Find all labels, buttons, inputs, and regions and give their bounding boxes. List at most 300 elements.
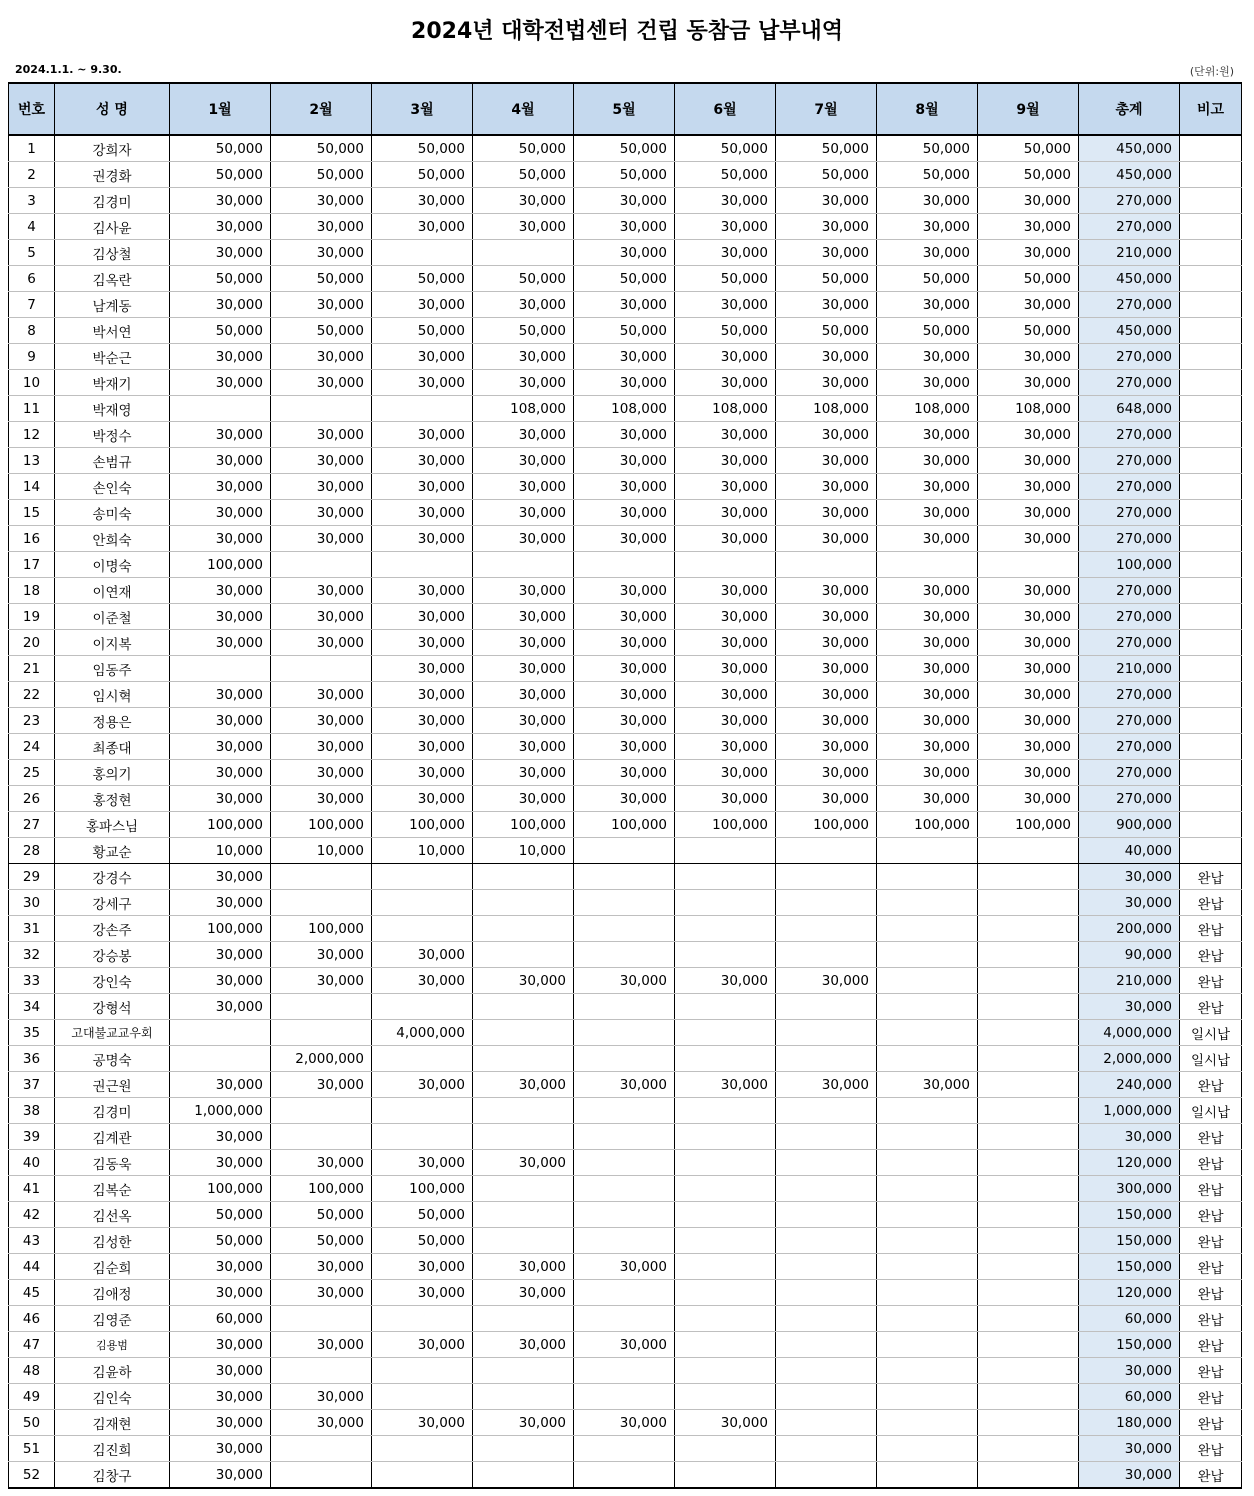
apr-amount: 50,000 bbox=[473, 135, 574, 162]
jul-amount bbox=[776, 1202, 877, 1228]
jun-amount: 30,000 bbox=[675, 188, 776, 214]
donor-name: 김윤하 bbox=[55, 1358, 170, 1384]
table-row bbox=[9, 1306, 1242, 1332]
apr-amount: 30,000 bbox=[473, 474, 574, 500]
jul-amount: 30,000 bbox=[776, 188, 877, 214]
jul-amount: 30,000 bbox=[776, 240, 877, 266]
jan-amount bbox=[170, 396, 271, 422]
total-amount: 270,000 bbox=[1079, 786, 1180, 812]
donor-name: 김성한 bbox=[55, 1228, 170, 1254]
sep-amount: 30,000 bbox=[978, 656, 1079, 682]
table-row bbox=[9, 135, 1242, 162]
may-amount: 30,000 bbox=[574, 578, 675, 604]
total-amount: 240,000 bbox=[1079, 1072, 1180, 1098]
feb-amount bbox=[271, 1462, 372, 1489]
apr-amount: 30,000 bbox=[473, 292, 574, 318]
aug-amount: 30,000 bbox=[877, 526, 978, 552]
jan-amount: 30,000 bbox=[170, 1436, 271, 1462]
feb-amount: 30,000 bbox=[271, 188, 372, 214]
total-amount: 450,000 bbox=[1079, 162, 1180, 188]
donor-name: 강희자 bbox=[55, 135, 170, 162]
table-row bbox=[9, 604, 1242, 630]
donor-name: 김경미 bbox=[55, 1098, 170, 1124]
note bbox=[1180, 630, 1242, 656]
mar-amount: 30,000 bbox=[372, 1280, 473, 1306]
jan-amount: 30,000 bbox=[170, 1072, 271, 1098]
jul-amount: 30,000 bbox=[776, 630, 877, 656]
table-row bbox=[9, 1020, 1242, 1046]
apr-amount bbox=[473, 864, 574, 890]
note bbox=[1180, 552, 1242, 578]
feb-amount bbox=[271, 396, 372, 422]
jul-amount bbox=[776, 1462, 877, 1489]
header-cell: 9월 bbox=[978, 83, 1079, 135]
note: 완납 bbox=[1180, 1228, 1242, 1254]
donor-name: 고대불교교우회 bbox=[55, 1020, 170, 1046]
jun-amount: 30,000 bbox=[675, 604, 776, 630]
sep-amount: 30,000 bbox=[978, 786, 1079, 812]
sep-amount: 30,000 bbox=[978, 734, 1079, 760]
aug-amount bbox=[877, 1384, 978, 1410]
sep-amount bbox=[978, 890, 1079, 916]
may-amount: 30,000 bbox=[574, 760, 675, 786]
total-amount: 100,000 bbox=[1079, 552, 1180, 578]
apr-amount bbox=[473, 1046, 574, 1072]
apr-amount: 30,000 bbox=[473, 578, 574, 604]
table-row bbox=[9, 942, 1242, 968]
mar-amount: 30,000 bbox=[372, 1150, 473, 1176]
row-number: 18 bbox=[9, 578, 55, 604]
total-amount: 900,000 bbox=[1079, 812, 1180, 838]
row-number: 20 bbox=[9, 630, 55, 656]
note bbox=[1180, 526, 1242, 552]
apr-amount bbox=[473, 890, 574, 916]
row-number: 49 bbox=[9, 1384, 55, 1410]
jul-amount: 50,000 bbox=[776, 135, 877, 162]
total-amount: 40,000 bbox=[1079, 838, 1180, 864]
jan-amount: 30,000 bbox=[170, 864, 271, 890]
jun-amount: 30,000 bbox=[675, 786, 776, 812]
apr-amount: 30,000 bbox=[473, 1150, 574, 1176]
jul-amount bbox=[776, 1046, 877, 1072]
jun-amount: 30,000 bbox=[675, 734, 776, 760]
row-number: 37 bbox=[9, 1072, 55, 1098]
table-row bbox=[9, 734, 1242, 760]
donor-name: 김애정 bbox=[55, 1280, 170, 1306]
jul-amount bbox=[776, 1436, 877, 1462]
aug-amount bbox=[877, 1020, 978, 1046]
jul-amount: 30,000 bbox=[776, 578, 877, 604]
jan-amount: 30,000 bbox=[170, 1410, 271, 1436]
may-amount: 30,000 bbox=[574, 422, 675, 448]
jan-amount: 10,000 bbox=[170, 838, 271, 864]
row-number: 40 bbox=[9, 1150, 55, 1176]
sep-amount bbox=[978, 942, 1079, 968]
table-body bbox=[9, 135, 1242, 1488]
total-amount: 648,000 bbox=[1079, 396, 1180, 422]
jan-amount: 30,000 bbox=[170, 500, 271, 526]
note: 완납 bbox=[1180, 1462, 1242, 1489]
donor-name: 강승봉 bbox=[55, 942, 170, 968]
row-number: 5 bbox=[9, 240, 55, 266]
may-amount: 30,000 bbox=[574, 526, 675, 552]
note bbox=[1180, 162, 1242, 188]
row-number: 24 bbox=[9, 734, 55, 760]
feb-amount: 30,000 bbox=[271, 682, 372, 708]
mar-amount: 30,000 bbox=[372, 500, 473, 526]
apr-amount: 30,000 bbox=[473, 786, 574, 812]
row-number: 38 bbox=[9, 1098, 55, 1124]
total-amount: 30,000 bbox=[1079, 1436, 1180, 1462]
donor-name: 김영준 bbox=[55, 1306, 170, 1332]
may-amount: 30,000 bbox=[574, 214, 675, 240]
jul-amount bbox=[776, 1124, 877, 1150]
apr-amount: 108,000 bbox=[473, 396, 574, 422]
donation-table bbox=[8, 82, 1242, 1489]
jan-amount: 50,000 bbox=[170, 1228, 271, 1254]
apr-amount: 30,000 bbox=[473, 1410, 574, 1436]
total-amount: 90,000 bbox=[1079, 942, 1180, 968]
mar-amount bbox=[372, 864, 473, 890]
row-number: 44 bbox=[9, 1254, 55, 1280]
feb-amount: 100,000 bbox=[271, 1176, 372, 1202]
aug-amount bbox=[877, 1254, 978, 1280]
total-amount: 150,000 bbox=[1079, 1228, 1180, 1254]
total-amount: 270,000 bbox=[1079, 344, 1180, 370]
sep-amount: 30,000 bbox=[978, 240, 1079, 266]
note bbox=[1180, 370, 1242, 396]
table-row bbox=[9, 1072, 1242, 1098]
note bbox=[1180, 344, 1242, 370]
header-cell: 1월 bbox=[170, 83, 271, 135]
note: 완납 bbox=[1180, 1202, 1242, 1228]
jun-amount: 50,000 bbox=[675, 318, 776, 344]
may-amount bbox=[574, 1150, 675, 1176]
may-amount bbox=[574, 1098, 675, 1124]
feb-amount: 30,000 bbox=[271, 1150, 372, 1176]
aug-amount: 30,000 bbox=[877, 214, 978, 240]
header-cell: 7월 bbox=[776, 83, 877, 135]
sep-amount bbox=[978, 1410, 1079, 1436]
total-amount: 270,000 bbox=[1079, 214, 1180, 240]
header-cell: 3월 bbox=[372, 83, 473, 135]
table-row bbox=[9, 448, 1242, 474]
feb-amount: 30,000 bbox=[271, 344, 372, 370]
row-number: 15 bbox=[9, 500, 55, 526]
table-row bbox=[9, 1254, 1242, 1280]
sep-amount bbox=[978, 552, 1079, 578]
feb-amount bbox=[271, 1098, 372, 1124]
jan-amount: 50,000 bbox=[170, 1202, 271, 1228]
may-amount bbox=[574, 1202, 675, 1228]
sep-amount bbox=[978, 916, 1079, 942]
total-amount: 270,000 bbox=[1079, 578, 1180, 604]
jan-amount bbox=[170, 1020, 271, 1046]
total-amount: 60,000 bbox=[1079, 1384, 1180, 1410]
feb-amount: 30,000 bbox=[271, 734, 372, 760]
feb-amount: 30,000 bbox=[271, 1384, 372, 1410]
may-amount bbox=[574, 994, 675, 1020]
may-amount bbox=[574, 1046, 675, 1072]
total-amount: 270,000 bbox=[1079, 292, 1180, 318]
table-row bbox=[9, 1410, 1242, 1436]
jun-amount bbox=[675, 890, 776, 916]
jun-amount bbox=[675, 838, 776, 864]
feb-amount: 30,000 bbox=[271, 604, 372, 630]
total-amount: 4,000,000 bbox=[1079, 1020, 1180, 1046]
row-number: 11 bbox=[9, 396, 55, 422]
note bbox=[1180, 682, 1242, 708]
jun-amount: 50,000 bbox=[675, 162, 776, 188]
jul-amount: 30,000 bbox=[776, 708, 877, 734]
jun-amount bbox=[675, 1436, 776, 1462]
total-amount: 30,000 bbox=[1079, 890, 1180, 916]
aug-amount: 30,000 bbox=[877, 760, 978, 786]
mar-amount bbox=[372, 552, 473, 578]
sep-amount: 30,000 bbox=[978, 630, 1079, 656]
jan-amount: 30,000 bbox=[170, 1254, 271, 1280]
jan-amount: 30,000 bbox=[170, 578, 271, 604]
donor-name: 홍파스님 bbox=[55, 812, 170, 838]
donor-name: 김창구 bbox=[55, 1462, 170, 1489]
aug-amount bbox=[877, 552, 978, 578]
sep-amount bbox=[978, 968, 1079, 994]
jun-amount: 50,000 bbox=[675, 266, 776, 292]
jul-amount: 30,000 bbox=[776, 656, 877, 682]
sep-amount bbox=[978, 1228, 1079, 1254]
mar-amount: 30,000 bbox=[372, 682, 473, 708]
may-amount: 30,000 bbox=[574, 344, 675, 370]
jun-amount bbox=[675, 1202, 776, 1228]
row-number: 19 bbox=[9, 604, 55, 630]
feb-amount: 30,000 bbox=[271, 292, 372, 318]
feb-amount: 30,000 bbox=[271, 760, 372, 786]
jul-amount: 30,000 bbox=[776, 526, 877, 552]
mar-amount: 30,000 bbox=[372, 786, 473, 812]
aug-amount bbox=[877, 1098, 978, 1124]
header-cell: 비고 bbox=[1180, 83, 1242, 135]
donor-name: 권경화 bbox=[55, 162, 170, 188]
may-amount: 50,000 bbox=[574, 162, 675, 188]
jul-amount bbox=[776, 942, 877, 968]
jul-amount: 30,000 bbox=[776, 968, 877, 994]
row-number: 23 bbox=[9, 708, 55, 734]
total-amount: 270,000 bbox=[1079, 188, 1180, 214]
may-amount bbox=[574, 1020, 675, 1046]
aug-amount bbox=[877, 1046, 978, 1072]
table-row bbox=[9, 968, 1242, 994]
feb-amount: 30,000 bbox=[271, 630, 372, 656]
mar-amount: 30,000 bbox=[372, 1254, 473, 1280]
note bbox=[1180, 135, 1242, 162]
feb-amount: 50,000 bbox=[271, 318, 372, 344]
donor-name: 강경수 bbox=[55, 864, 170, 890]
total-amount: 2,000,000 bbox=[1079, 1046, 1180, 1072]
table-row bbox=[9, 708, 1242, 734]
mar-amount: 30,000 bbox=[372, 630, 473, 656]
apr-amount bbox=[473, 916, 574, 942]
jul-amount: 30,000 bbox=[776, 214, 877, 240]
row-number: 12 bbox=[9, 422, 55, 448]
jan-amount: 30,000 bbox=[170, 734, 271, 760]
may-amount bbox=[574, 1384, 675, 1410]
apr-amount bbox=[473, 1202, 574, 1228]
mar-amount: 30,000 bbox=[372, 734, 473, 760]
note bbox=[1180, 266, 1242, 292]
jun-amount: 30,000 bbox=[675, 760, 776, 786]
apr-amount: 30,000 bbox=[473, 188, 574, 214]
sep-amount: 30,000 bbox=[978, 760, 1079, 786]
mar-amount: 100,000 bbox=[372, 812, 473, 838]
mar-amount bbox=[372, 994, 473, 1020]
table-row bbox=[9, 1280, 1242, 1306]
note bbox=[1180, 448, 1242, 474]
mar-amount: 30,000 bbox=[372, 604, 473, 630]
total-amount: 120,000 bbox=[1079, 1150, 1180, 1176]
jul-amount: 30,000 bbox=[776, 500, 877, 526]
feb-amount: 100,000 bbox=[271, 812, 372, 838]
row-number: 21 bbox=[9, 656, 55, 682]
may-amount: 30,000 bbox=[574, 1410, 675, 1436]
aug-amount bbox=[877, 1202, 978, 1228]
mar-amount: 30,000 bbox=[372, 578, 473, 604]
may-amount: 100,000 bbox=[574, 812, 675, 838]
jun-amount bbox=[675, 1228, 776, 1254]
total-amount: 270,000 bbox=[1079, 474, 1180, 500]
may-amount: 50,000 bbox=[574, 318, 675, 344]
jun-amount bbox=[675, 916, 776, 942]
row-number: 39 bbox=[9, 1124, 55, 1150]
header-cell: 5월 bbox=[574, 83, 675, 135]
note bbox=[1180, 292, 1242, 318]
row-number: 1 bbox=[9, 135, 55, 162]
mar-amount: 50,000 bbox=[372, 1202, 473, 1228]
sep-amount bbox=[978, 994, 1079, 1020]
donor-name: 박서연 bbox=[55, 318, 170, 344]
jan-amount: 30,000 bbox=[170, 1358, 271, 1384]
table-row bbox=[9, 812, 1242, 838]
may-amount bbox=[574, 838, 675, 864]
sep-amount: 30,000 bbox=[978, 214, 1079, 240]
jun-amount: 30,000 bbox=[675, 344, 776, 370]
table-row bbox=[9, 1046, 1242, 1072]
jun-amount: 30,000 bbox=[675, 214, 776, 240]
may-amount bbox=[574, 916, 675, 942]
feb-amount: 30,000 bbox=[271, 968, 372, 994]
note bbox=[1180, 214, 1242, 240]
table-row bbox=[9, 682, 1242, 708]
jun-amount: 30,000 bbox=[675, 682, 776, 708]
jul-amount: 30,000 bbox=[776, 474, 877, 500]
may-amount bbox=[574, 1436, 675, 1462]
donor-name: 손범규 bbox=[55, 448, 170, 474]
note: 완납 bbox=[1180, 1176, 1242, 1202]
row-number: 17 bbox=[9, 552, 55, 578]
table-row bbox=[9, 578, 1242, 604]
jul-amount bbox=[776, 1384, 877, 1410]
may-amount: 30,000 bbox=[574, 734, 675, 760]
jan-amount: 30,000 bbox=[170, 526, 271, 552]
may-amount: 30,000 bbox=[574, 1254, 675, 1280]
jan-amount: 30,000 bbox=[170, 214, 271, 240]
row-number: 13 bbox=[9, 448, 55, 474]
mar-amount: 30,000 bbox=[372, 526, 473, 552]
feb-amount: 30,000 bbox=[271, 474, 372, 500]
total-amount: 150,000 bbox=[1079, 1332, 1180, 1358]
donor-name: 박정수 bbox=[55, 422, 170, 448]
sep-amount bbox=[978, 1358, 1079, 1384]
aug-amount bbox=[877, 1332, 978, 1358]
aug-amount bbox=[877, 968, 978, 994]
aug-amount bbox=[877, 1280, 978, 1306]
total-amount: 270,000 bbox=[1079, 370, 1180, 396]
jul-amount bbox=[776, 890, 877, 916]
jun-amount: 30,000 bbox=[675, 370, 776, 396]
sep-amount: 30,000 bbox=[978, 500, 1079, 526]
apr-amount: 30,000 bbox=[473, 1280, 574, 1306]
total-amount: 450,000 bbox=[1079, 135, 1180, 162]
sep-amount bbox=[978, 1150, 1079, 1176]
row-number: 43 bbox=[9, 1228, 55, 1254]
donor-name: 김용범 bbox=[55, 1332, 170, 1358]
jul-amount: 30,000 bbox=[776, 682, 877, 708]
jun-amount: 30,000 bbox=[675, 656, 776, 682]
jan-amount: 30,000 bbox=[170, 292, 271, 318]
donor-name: 김복순 bbox=[55, 1176, 170, 1202]
jun-amount: 30,000 bbox=[675, 1410, 776, 1436]
jul-amount: 30,000 bbox=[776, 734, 877, 760]
total-amount: 450,000 bbox=[1079, 266, 1180, 292]
feb-amount bbox=[271, 552, 372, 578]
total-amount: 200,000 bbox=[1079, 916, 1180, 942]
jun-amount: 30,000 bbox=[675, 578, 776, 604]
apr-amount bbox=[473, 1124, 574, 1150]
jan-amount: 30,000 bbox=[170, 760, 271, 786]
table-row bbox=[9, 630, 1242, 656]
jan-amount: 50,000 bbox=[170, 318, 271, 344]
note bbox=[1180, 760, 1242, 786]
jun-amount bbox=[675, 1384, 776, 1410]
total-amount: 1,000,000 bbox=[1079, 1098, 1180, 1124]
row-number: 31 bbox=[9, 916, 55, 942]
header-cell: 번호 bbox=[9, 83, 55, 135]
mar-amount: 30,000 bbox=[372, 1410, 473, 1436]
apr-amount bbox=[473, 994, 574, 1020]
table-row bbox=[9, 318, 1242, 344]
total-amount: 270,000 bbox=[1079, 500, 1180, 526]
aug-amount: 30,000 bbox=[877, 1072, 978, 1098]
header-cell: 성 명 bbox=[55, 83, 170, 135]
sep-amount bbox=[978, 1306, 1079, 1332]
total-amount: 450,000 bbox=[1079, 318, 1180, 344]
total-amount: 270,000 bbox=[1079, 526, 1180, 552]
row-number: 35 bbox=[9, 1020, 55, 1046]
sep-amount bbox=[978, 838, 1079, 864]
table-row bbox=[9, 188, 1242, 214]
mar-amount bbox=[372, 396, 473, 422]
sep-amount bbox=[978, 1436, 1079, 1462]
jun-amount: 30,000 bbox=[675, 240, 776, 266]
feb-amount: 50,000 bbox=[271, 1228, 372, 1254]
jun-amount: 30,000 bbox=[675, 968, 776, 994]
apr-amount bbox=[473, 1436, 574, 1462]
may-amount: 30,000 bbox=[574, 240, 675, 266]
jul-amount: 30,000 bbox=[776, 422, 877, 448]
jan-amount: 30,000 bbox=[170, 344, 271, 370]
jul-amount: 30,000 bbox=[776, 344, 877, 370]
table-row bbox=[9, 1228, 1242, 1254]
aug-amount bbox=[877, 1176, 978, 1202]
